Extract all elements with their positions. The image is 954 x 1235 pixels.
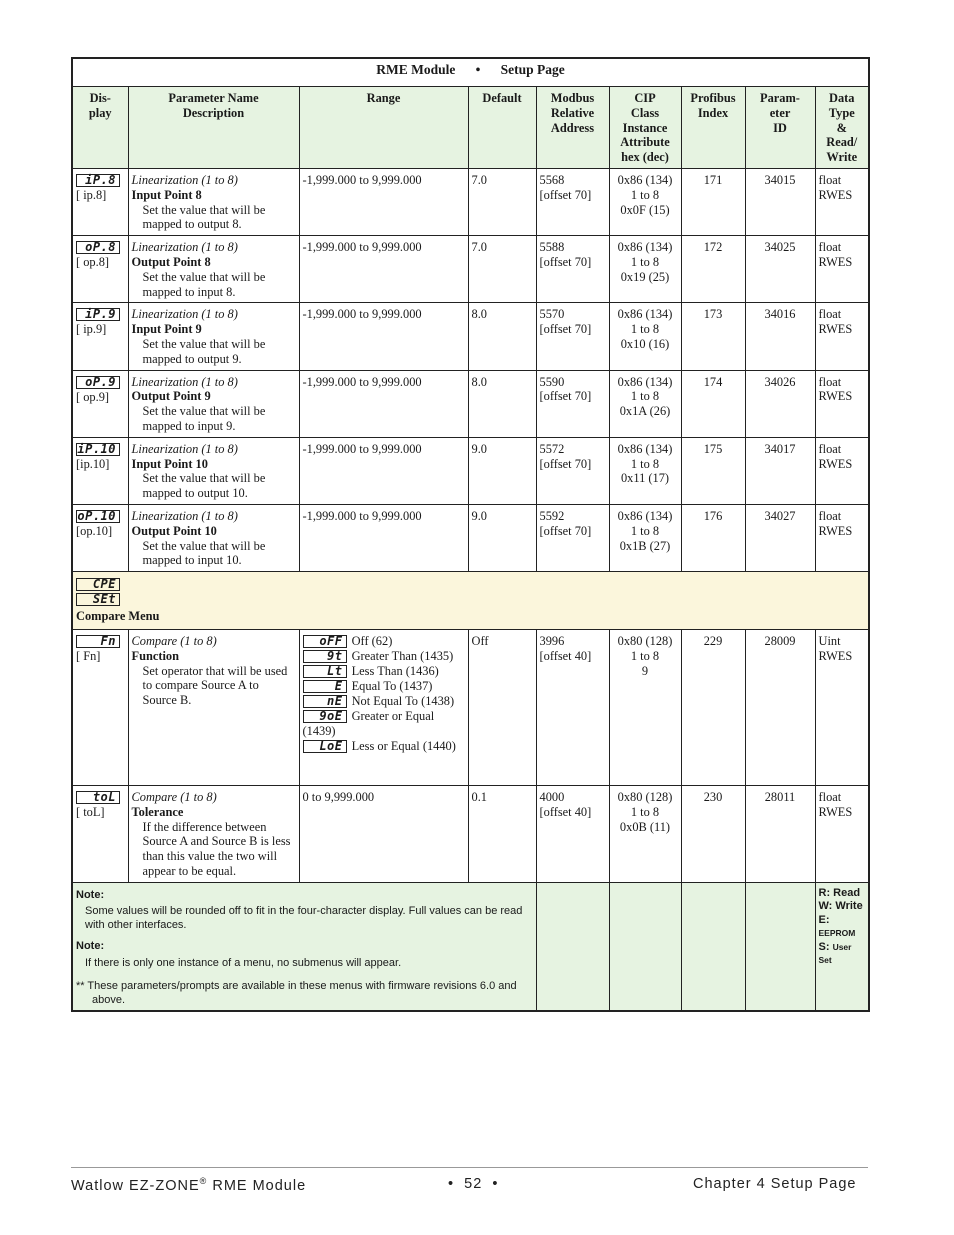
tolerance-cip-instance: 1 to 8 [630,804,660,819]
compare-menu-row [72,572,869,630]
parameter-description: Set the value that will be mapped to output 8. [142,202,266,232]
tolerance-modbus-cell [536,785,609,882]
default-cell: 7.0 [468,168,536,235]
parameter-category: Linearization (1 to 8) [131,307,238,322]
lcd-prompt: iP.9 [76,308,120,321]
tolerance-lcd: toL [76,791,120,804]
datatype-cell [815,303,869,370]
table-row [72,504,869,571]
compare-menu-cell [72,572,869,630]
cip-instance: 1 to 8 [630,523,660,538]
range-cell: -1,999.000 to 9,999.000 [299,504,468,571]
param-id-cell: 34026 [745,370,815,437]
datatype-cell [815,437,869,504]
cip-class: 0x86 (134) [617,441,673,456]
prompt-code: [op.10] [76,523,113,538]
function-option [303,694,465,709]
data-type: float [818,441,842,456]
table-row [72,236,869,303]
tolerance-cip-attribute: 0x0B (11) [619,819,671,834]
default-cell: 8.0 [468,370,536,437]
table-title-row [72,58,869,87]
function-option [303,649,465,664]
cip-class: 0x86 (134) [617,307,673,322]
modbus-offset: [offset 70] [539,187,592,202]
legend-write: W: Write [818,900,863,913]
modbus-cell [536,504,609,571]
cip-attribute: 0x11 (17) [620,471,670,486]
column-header: Default [468,87,536,169]
cip-class: 0x86 (134) [617,508,673,523]
read-write: RWES [818,523,853,538]
display-cell [72,236,128,303]
param-id-cell: 34015 [745,168,815,235]
function-option [303,679,465,694]
column-header: Modbus Relative Address [536,87,609,169]
modbus-cell [536,303,609,370]
function-datatype: Uint [818,633,841,648]
prompt-code: [ ip.9] [76,322,107,337]
modbus-cell [536,236,609,303]
prompt-code: [ ip.8] [76,187,107,202]
param-id-cell: 34025 [745,236,815,303]
modbus-address: 5570 [539,307,565,322]
parameter-cell [128,303,299,370]
profibus-cell: 171 [681,168,745,235]
cip-class: 0x86 (134) [617,172,673,187]
notes-empty-paramid [745,882,815,1011]
cip-instance: 1 to 8 [630,187,660,202]
datatype-cell [815,504,869,571]
range-cell: -1,999.000 to 9,999.000 [299,236,468,303]
tolerance-description: If the difference between Source A and Source B is less than this value the two will appear to be equal. [142,819,291,878]
display-cell [72,168,128,235]
option-label: Greater Than (1435) [351,648,454,663]
option-label: Less or Equal (1440) [351,738,456,753]
legend-eeprom: EEPROM [818,928,856,939]
param-id-cell: 34016 [745,303,815,370]
note-label-1: Note: [76,888,105,901]
modbus-cell [536,370,609,437]
cip-cell [609,437,681,504]
datatype-cell [815,236,869,303]
function-default: Off [468,629,536,785]
parameter-category: Linearization (1 to 8) [131,172,238,187]
table-row [72,303,869,370]
parameter-name: Input Point 10 [131,456,208,471]
display-cell [72,437,128,504]
datatype-cell [815,168,869,235]
column-header: CIP Class Instance Attribute hex (dec) [609,87,681,169]
read-write: RWES [818,456,853,471]
notes-row [72,882,869,1011]
footer-product: Watlow EZ-ZONE [71,1177,200,1194]
data-type: float [818,240,842,255]
option-lcd: nE [303,695,347,708]
cip-instance: 1 to 8 [630,322,660,337]
cip-attribute: 0x0F (15) [620,202,670,217]
option-lcd: oFF [303,635,347,648]
option-lcd: 9oE [303,710,347,723]
function-range-cell [299,629,468,785]
option-lcd: 9t [303,650,347,663]
default-cell: 9.0 [468,437,536,504]
cip-cell [609,504,681,571]
cip-class: 0x86 (134) [617,240,673,255]
tolerance-name: Tolerance [131,804,184,819]
profibus-cell: 172 [681,236,745,303]
tolerance-cip-cell [609,785,681,882]
notes-empty-modbus [536,882,609,1011]
profibus-cell: 175 [681,437,745,504]
modbus-offset: [offset 70] [539,254,592,269]
table-title [72,58,869,87]
function-description: Set operator that will be used to compare Source A to Source B. [142,663,288,708]
compare-menu-lcd-1: CPE [76,578,120,591]
tolerance-modbus: 4000 [539,789,565,804]
rw-legend [815,882,869,1011]
lcd-prompt: oP.10 [76,510,120,523]
function-code: [ Fn] [76,648,101,663]
note-text-1: Some values will be rounded off to fit in the four-character display. Full values can be read with other interfaces. [85,905,523,931]
column-header: Data Type & Read/ Write [815,87,869,169]
function-option [303,709,465,739]
table-row [72,437,869,504]
parameter-description: Set the value that will be mapped to output 10. [142,471,266,501]
lcd-prompt: iP.8 [76,174,120,187]
cip-instance: 1 to 8 [630,389,660,404]
note-footnote: ** These parameters/prompts are available in these menus with firmware revisions 6.0 and above. [76,980,517,1006]
function-option [303,664,465,679]
footer-registered-mark: ® [199,1176,208,1186]
tolerance-rw: RWES [818,804,853,819]
modbus-address: 5568 [539,172,565,187]
cip-cell [609,168,681,235]
parameter-cell [128,370,299,437]
display-cell [72,504,128,571]
range-cell: -1,999.000 to 9,999.000 [299,370,468,437]
function-modbus-offset: [offset 40] [539,648,592,663]
parameter-cell [128,437,299,504]
page-name: Setup Page [500,62,565,77]
legend-userset: User Set [818,941,852,966]
footer-page-number: • 52 • [448,1176,499,1192]
parameter-cell [128,168,299,235]
parameter-category: Linearization (1 to 8) [131,374,238,389]
notes-cell [72,882,536,1011]
parameter-name: Output Point 10 [131,523,217,538]
function-modbus: 3996 [539,633,565,648]
parameter-cell [128,236,299,303]
cip-instance: 1 to 8 [630,456,660,471]
column-header: Parameter Name Description [128,87,299,169]
column-header: Profibus Index [681,87,745,169]
legend-read: R: Read [818,886,861,899]
param-id-cell: 34027 [745,504,815,571]
display-cell [72,370,128,437]
notes-empty-profibus [681,882,745,1011]
module-name: RME Module [376,62,456,77]
parameter-category: Linearization (1 to 8) [131,508,238,523]
tolerance-default: 0.1 [468,785,536,882]
profibus-cell: 174 [681,370,745,437]
read-write: RWES [818,187,853,202]
profibus-cell: 173 [681,303,745,370]
tolerance-row [72,785,869,882]
tolerance-range: 0 to 9,999.000 [299,785,468,882]
modbus-offset: [offset 70] [539,456,592,471]
cip-class: 0x86 (134) [617,374,673,389]
data-type: float [818,307,842,322]
cip-cell [609,370,681,437]
function-cip-class: 0x80 (128) [617,633,673,648]
display-cell [72,303,128,370]
note-text-2: If there is only one instance of a menu, no submenus will appear. [85,956,402,969]
tolerance-display-cell [72,785,128,882]
data-type: float [818,172,842,187]
modbus-cell [536,168,609,235]
table-row [72,168,869,235]
function-cip-cell [609,629,681,785]
prompt-code: [ op.9] [76,389,110,404]
cip-cell [609,236,681,303]
tolerance-modbus-offset: [offset 40] [539,804,592,819]
parameter-rows [72,168,869,571]
tolerance-datatype: float [818,789,842,804]
read-write: RWES [818,389,853,404]
title-separator: • [475,62,481,77]
footer-module: RME Module [207,1177,307,1194]
cip-instance: 1 to 8 [630,254,660,269]
option-label: Off (62) [351,633,393,648]
parameter-name: Input Point 9 [131,322,202,337]
compare-menu-title: Compare Menu [76,609,160,624]
parameter-description: Set the value that will be mapped to input 10. [142,538,266,568]
function-option [303,739,465,754]
range-cell: -1,999.000 to 9,999.000 [299,303,468,370]
parameter-category: Linearization (1 to 8) [131,240,238,255]
footer-divider [71,1167,868,1168]
tolerance-profibus: 230 [681,785,745,882]
option-label: Greater or Equal (1439) [302,708,435,738]
footer-chapter: Chapter 4 Setup Page [693,1176,857,1192]
modbus-cell [536,437,609,504]
parameter-name: Output Point 8 [131,254,211,269]
function-lcd: Fn [76,635,120,648]
column-header: Dis- play [72,87,128,169]
modbus-address: 5588 [539,240,565,255]
tolerance-name-cell [128,785,299,882]
function-name: Function [131,648,180,663]
legend-userset-key: S: [818,940,830,953]
cip-cell [609,303,681,370]
modbus-address: 5592 [539,508,565,523]
tolerance-cip-class: 0x80 (128) [617,789,673,804]
cip-attribute: 0x1B (27) [619,538,671,553]
data-type: float [818,508,842,523]
lcd-prompt: iP.10 [76,443,120,456]
function-cip-instance: 1 to 8 [630,648,660,663]
default-cell: 9.0 [468,504,536,571]
compare-menu-lcd-2: SEt [76,593,120,606]
data-type: float [818,374,842,389]
parameter-description: Set the value that will be mapped to output 9. [142,336,266,366]
parameter-category: Linearization (1 to 8) [131,441,238,456]
setup-parameter-table [71,57,870,1012]
default-cell: 7.0 [468,236,536,303]
modbus-offset: [offset 70] [539,322,592,337]
function-cip-attribute: 9 [641,663,649,678]
function-category: Compare (1 to 8) [131,633,217,648]
function-modbus-cell [536,629,609,785]
parameter-description: Set the value that will be mapped to input 9. [142,404,266,433]
default-cell: 8.0 [468,303,536,370]
range-cell: -1,999.000 to 9,999.000 [299,437,468,504]
tolerance-param-id: 28011 [745,785,815,882]
parameter-name: Input Point 8 [131,187,202,202]
modbus-offset: [offset 70] [539,389,592,404]
tolerance-category: Compare (1 to 8) [131,789,217,804]
notes-empty-cip [609,882,681,1011]
option-label: Equal To (1437) [351,678,433,693]
function-param-id: 28009 [745,629,815,785]
column-header-row [72,87,869,169]
range-cell: -1,999.000 to 9,999.000 [299,168,468,235]
function-display-cell [72,629,128,785]
cip-attribute: 0x1A (26) [619,404,671,419]
cip-attribute: 0x10 (16) [620,336,670,351]
parameter-name: Output Point 9 [131,389,211,404]
footer-left [71,1176,306,1194]
function-profibus: 229 [681,629,745,785]
read-write: RWES [818,254,853,269]
prompt-code: [ip.10] [76,456,110,471]
lcd-prompt: oP.8 [76,241,120,254]
modbus-address: 5590 [539,374,565,389]
datatype-cell [815,370,869,437]
param-id-cell: 34017 [745,437,815,504]
note-label-2: Note: [76,940,105,953]
profibus-cell: 176 [681,504,745,571]
parameter-description: Set the value that will be mapped to input 8. [142,269,266,299]
function-datatype-cell [815,629,869,785]
option-lcd: LoE [303,740,347,753]
modbus-address: 5572 [539,441,565,456]
option-lcd: Lt [303,665,347,678]
modbus-offset: [offset 70] [539,523,592,538]
lcd-prompt: oP.9 [76,376,120,389]
function-rw: RWES [818,648,853,663]
option-label: Not Equal To (1438) [351,693,455,708]
option-label: Less Than (1436) [351,663,439,678]
cip-attribute: 0x19 (25) [620,269,670,284]
tolerance-code: [ toL] [76,804,105,819]
column-header: Param- eter ID [745,87,815,169]
option-lcd: E [303,680,347,693]
prompt-code: [ op.8] [76,255,110,270]
read-write: RWES [818,322,853,337]
function-option [303,634,465,649]
parameter-cell [128,504,299,571]
tolerance-datatype-cell [815,785,869,882]
function-row [72,629,869,785]
function-name-cell [128,629,299,785]
legend-eeprom-key: E: [818,913,830,926]
table-row [72,370,869,437]
column-header: Range [299,87,468,169]
